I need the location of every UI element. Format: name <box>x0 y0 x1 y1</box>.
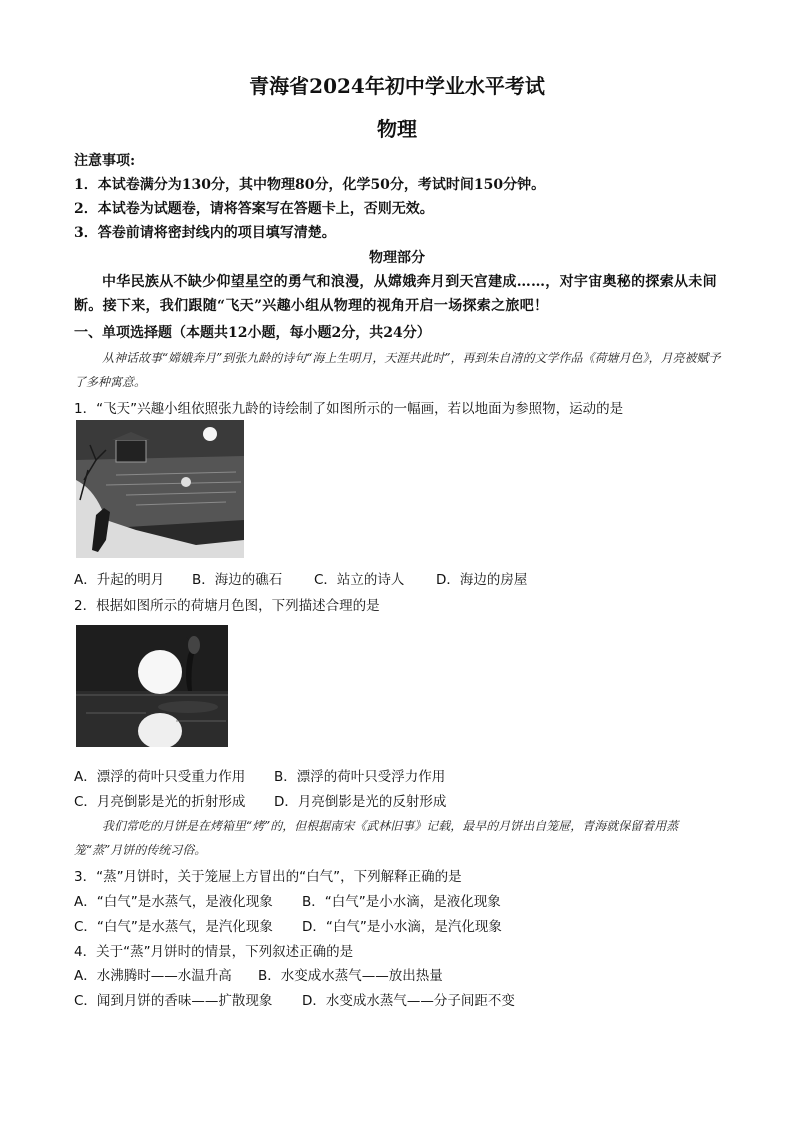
option-b: B．漂浮的荷叶只受浮力作用 <box>274 769 446 785</box>
option-b: B．“白气”是小水滴，是液化现象 <box>302 894 501 910</box>
part-label: 物理部分 <box>369 250 425 266</box>
option-b: B．水变成水蒸气——放出热量 <box>258 968 443 984</box>
option-c: C．月亮倒影是光的折射形成 <box>74 794 246 810</box>
exam-title: 青海省2024年初中学业水平考试 <box>249 74 545 98</box>
option-d: D．“白气”是小水滴，是汽化现象 <box>302 919 502 935</box>
option-c: C．站立的诗人 <box>314 572 405 588</box>
option-b: B．海边的礁石 <box>192 572 283 588</box>
poet-moon-illustration <box>76 420 244 558</box>
subject-title: 物理 <box>377 117 417 141</box>
note-item: 1．本试卷满分为130分，其中物理80分，化学50分，考试时间150分钟。 <box>74 177 546 193</box>
note-item: 2．本试卷为试题卷，请将答案写在答题卡上，否则无效。 <box>74 201 434 217</box>
option-a: A．升起的明月 <box>74 572 165 588</box>
option-d: D．月亮倒影是光的反射形成 <box>274 794 447 810</box>
option-d: D．水变成水蒸气——分子间距不变 <box>302 993 515 1009</box>
lotus-moon-illustration <box>76 625 228 747</box>
lotus-moon-image <box>76 625 228 747</box>
story-paragraph: 从神话故事“嫦娥奔月”到张九龄的诗句“海上生明月，天涯共此时”，再到朱自清的文学作品《荷塘月色》，月亮被赋予了多种寓意。 <box>74 351 721 389</box>
option-c: C．“白气”是水蒸气，是汽化现象 <box>74 919 273 935</box>
option-d: D．海边的房屋 <box>436 572 528 588</box>
question-stem: 4．关于“蒸”月饼时的情景，下列叙述正确的是 <box>74 944 354 960</box>
notes-heading: 注意事项: <box>74 153 136 169</box>
section-heading: 一、单项选择题（本题共12小题，每小题2分，共24分） <box>74 325 431 341</box>
story-paragraph: 我们常吃的月饼是在烤箱里“烤”的，但根据南宋《武林旧事》记载，最早的月饼出自笼屉，青海就保留着用蒸笼“蒸”月饼的传统习俗。 <box>74 819 679 857</box>
intro-paragraph: 中华民族从不缺少仰望星空的勇气和浪漫，从嫦娥奔月到天宫建成……，对宇宙奥秘的探索从未间断。接下来，我们跟随“飞天”兴趣小组从物理的视角开启一场探索之旅吧！ <box>74 274 717 314</box>
question-stem: 1．“飞天”兴趣小组依照张九龄的诗绘制了如图所示的一幅画，若以地面为参照物，运动的是 <box>74 401 624 417</box>
option-c: C．闻到月饼的香味——扩散现象 <box>74 993 273 1009</box>
option-a: A．“白气”是水蒸气，是液化现象 <box>74 894 273 910</box>
poet-moon-image <box>76 420 244 558</box>
option-a: A．水沸腾时——水温升高 <box>74 968 232 984</box>
question-stem: 2．根据如图所示的荷塘月色图，下列描述合理的是 <box>74 598 380 614</box>
question-stem: 3．“蒸”月饼时，关于笼屉上方冒出的“白气”，下列解释正确的是 <box>74 869 462 885</box>
note-item: 3．答卷前请将密封线内的项目填写清楚。 <box>74 225 336 241</box>
option-a: A．漂浮的荷叶只受重力作用 <box>74 769 246 785</box>
